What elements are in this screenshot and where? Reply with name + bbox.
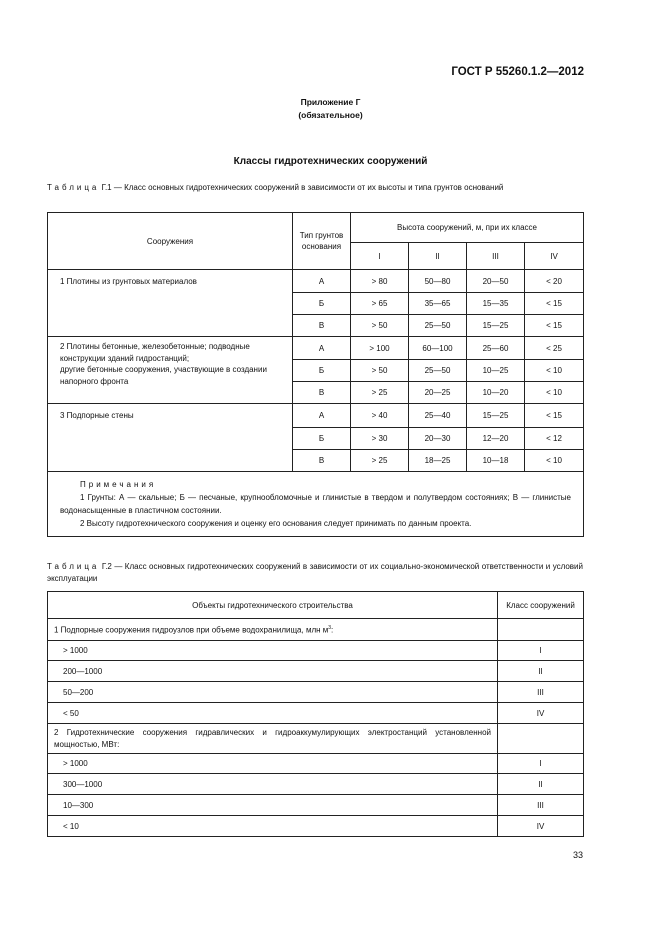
value-cell: 25—60: [467, 337, 525, 360]
value-cell: 50—80: [409, 270, 467, 293]
range-cell: 200—1000: [48, 661, 498, 682]
soil-cell: В: [293, 382, 351, 404]
value-cell: 15—25: [467, 404, 525, 428]
class-cell: IV: [498, 816, 584, 837]
range-cell: < 50: [48, 703, 498, 724]
soil-cell: В: [293, 315, 351, 337]
class-cell: I: [498, 641, 584, 661]
class-cell: III: [498, 682, 584, 703]
table2-caption-label: Таблица: [47, 562, 100, 571]
value-cell: < 15: [525, 315, 584, 337]
note-item: 2 Высоту гидротехнического сооружения и оценку его основания следует принимать по данным проекта.: [80, 519, 472, 528]
appendix-title: Приложение Г: [300, 97, 361, 107]
value-cell: < 10: [525, 450, 584, 472]
class-cell: II: [498, 661, 584, 682]
soil-cell: Б: [293, 428, 351, 450]
table1-caption: [47, 182, 583, 194]
value-cell: 12—20: [467, 428, 525, 450]
page-number: 33: [572, 850, 583, 860]
header-class: IV: [525, 243, 584, 270]
note-item: 1 Грунты: А — скальные; Б — песчаные, крупнообломочные и глинистые в твердом и полутвердом состояниях; В — глинистые водонасыщенные в пластичном состоянии.: [60, 493, 571, 515]
value-cell: < 25: [525, 337, 584, 360]
value-cell: > 50: [351, 315, 409, 337]
group-title: [48, 619, 498, 641]
value-cell: > 25: [351, 450, 409, 472]
appendix-subtitle: (обязательное): [298, 110, 363, 120]
table1-notes: [48, 472, 584, 537]
header-class: II: [409, 243, 467, 270]
range-cell: > 1000: [48, 641, 498, 661]
standard-code: ГОСТ Р 55260.1.2—2012: [451, 66, 584, 78]
group-title: 2 Гидротехнические сооружения гидравлических и гидроаккумулирующих электростанций установленной мощностью, МВт:: [48, 724, 498, 754]
structure-name-part2: другие бетонные сооружения, участвующие в создании напорного фронта: [60, 365, 267, 386]
value-cell: 35—65: [409, 293, 467, 315]
class-cell: III: [498, 795, 584, 816]
value-cell: > 65: [351, 293, 409, 315]
value-cell: < 12: [525, 428, 584, 450]
soil-cell: Б: [293, 360, 351, 382]
value-cell: 20—25: [409, 382, 467, 404]
soil-cell: А: [293, 404, 351, 428]
value-cell: 10—25: [467, 360, 525, 382]
table2-caption-text: Г.2 — Класс основных гидротехнических сооружений в зависимости от их социально-экономической ответственности и условий эксплуатации: [47, 562, 583, 583]
value-cell: 10—18: [467, 450, 525, 472]
value-cell: > 40: [351, 404, 409, 428]
value-cell: 15—25: [467, 315, 525, 337]
header-structures: Сооружения: [48, 213, 293, 270]
table1-caption-label: Таблица: [47, 183, 100, 192]
soil-cell: В: [293, 450, 351, 472]
soil-cell: А: [293, 270, 351, 293]
group-title-text: 1 Подпорные сооружения гидроузлов при объеме водохранилища, млн м: [54, 625, 329, 635]
value-cell: 60—100: [409, 337, 467, 360]
table1: [47, 212, 584, 537]
value-cell: 25—50: [409, 315, 467, 337]
value-cell: 20—50: [467, 270, 525, 293]
value-cell: < 15: [525, 293, 584, 315]
value-cell: > 25: [351, 382, 409, 404]
value-cell: > 50: [351, 360, 409, 382]
structure-name: [48, 337, 293, 404]
header-class: Класс сооружений: [498, 592, 584, 619]
value-cell: < 10: [525, 360, 584, 382]
range-cell: 50—200: [48, 682, 498, 703]
soil-cell: Б: [293, 293, 351, 315]
class-cell: II: [498, 774, 584, 795]
structure-name: 3 Подпорные стены: [48, 404, 293, 472]
notes-title: Примечания: [80, 480, 157, 489]
value-cell: 18—25: [409, 450, 467, 472]
header-height-group: Высота сооружений, м, при их классе: [351, 213, 584, 243]
table2: [47, 591, 584, 837]
value-cell: < 10: [525, 382, 584, 404]
section-title: Классы гидротехнических сооружений: [233, 156, 428, 167]
header-objects: Объекты гидротехнического строительства: [48, 592, 498, 619]
soil-cell: А: [293, 337, 351, 360]
value-cell: 25—40: [409, 404, 467, 428]
value-cell: 20—30: [409, 428, 467, 450]
value-cell: 15—35: [467, 293, 525, 315]
class-cell: I: [498, 754, 584, 774]
range-cell: 300—1000: [48, 774, 498, 795]
range-cell: < 10: [48, 816, 498, 837]
value-cell: 25—50: [409, 360, 467, 382]
group-title-tail: :: [331, 625, 334, 635]
structure-name-part1: 2 Плотины бетонные, железобетонные; подводные конструкции зданий гидростанций;: [60, 342, 250, 363]
table2-caption: [47, 561, 583, 585]
range-cell: 10—300: [48, 795, 498, 816]
value-cell: < 20: [525, 270, 584, 293]
empty-cell: [498, 619, 584, 641]
header-soil-type: Тип грунтов основания: [293, 213, 351, 270]
range-cell: > 1000: [48, 754, 498, 774]
header-class: I: [351, 243, 409, 270]
value-cell: > 80: [351, 270, 409, 293]
value-cell: < 15: [525, 404, 584, 428]
group-title-sup: 3: [328, 624, 332, 631]
class-cell: IV: [498, 703, 584, 724]
value-cell: > 100: [351, 337, 409, 360]
value-cell: 10—20: [467, 382, 525, 404]
table1-caption-text: Г.1 — Класс основных гидротехнических сооружений в зависимости от их высоты и типа грунтов оснований: [99, 183, 504, 192]
value-cell: > 30: [351, 428, 409, 450]
structure-name: 1 Плотины из грунтовых материалов: [48, 270, 293, 337]
header-class: III: [467, 243, 525, 270]
empty-cell: [498, 724, 584, 754]
